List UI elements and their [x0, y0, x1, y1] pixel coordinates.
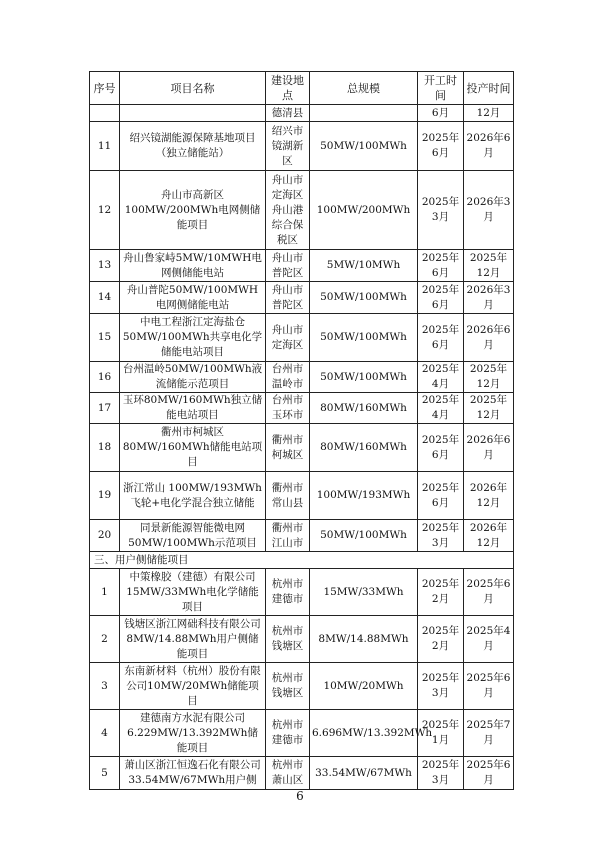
cell-finish: 2026年12月	[464, 472, 514, 520]
cell-location: 杭州市建德市	[266, 569, 310, 616]
header-scale: 总规模	[310, 72, 418, 105]
cell-finish: 2026年6月	[464, 314, 514, 362]
cell-start: 2025年6月	[418, 472, 464, 520]
cell-name: 台州温岭50MW/100MWh液流储能示范项目	[120, 362, 266, 393]
header-location: 建设地点	[266, 72, 310, 105]
table-row	[90, 122, 514, 171]
cell-no: 18	[90, 424, 120, 472]
cell-name: 舟山鲁家峙5MW/10MWH电网侧储能电站	[120, 250, 266, 282]
cell-start: 2025年2月	[418, 616, 464, 663]
cell-scale: 80MW/160MWh	[310, 393, 418, 424]
cell-location: 杭州市钱塘区	[266, 616, 310, 663]
table-row	[90, 362, 514, 393]
cell-finish: 2026年3月	[464, 282, 514, 314]
cell-location: 绍兴市镜湖新区	[266, 122, 310, 171]
cell-location: 杭州市建德市	[266, 710, 310, 757]
header-finish: 投产时间	[464, 72, 514, 105]
cell-name: 舟山市高新区100MW/200MWh电网侧储能项目	[120, 171, 266, 250]
cell-finish: 2025年7月	[464, 710, 514, 757]
table-row	[90, 663, 514, 710]
cell-scale: 80MW/160MWh	[310, 424, 418, 472]
cell-name	[120, 105, 266, 122]
cell-name: 中电工程浙江定海盐仓50MW/100MWh共享电化学储能电站项目	[120, 314, 266, 362]
cell-no: 13	[90, 250, 120, 282]
cell-name: 中策橡胶（建德）有限公司15MW/33MWh电化学储能项目	[120, 569, 266, 616]
cell-start: 6月	[418, 105, 464, 122]
cell-scale: 50MW/100MWh	[310, 314, 418, 362]
cell-finish: 2026年12月	[464, 520, 514, 552]
table-body	[90, 105, 514, 790]
header-start: 开工时间	[418, 72, 464, 105]
section-row	[90, 552, 514, 569]
cell-finish: 2025年6月	[464, 757, 514, 790]
cell-start: 2025年6月	[418, 314, 464, 362]
cell-no: 16	[90, 362, 120, 393]
cell-name: 萧山区浙江恒逸石化有限公司33.54MW/67MWh用户侧	[120, 757, 266, 790]
page-number: 6	[296, 789, 304, 803]
cell-finish: 2025年4月	[464, 616, 514, 663]
cell-location: 衢州市柯城区	[266, 424, 310, 472]
cell-start: 2025年3月	[418, 520, 464, 552]
cell-location: 衢州市江山市	[266, 520, 310, 552]
cell-name: 玉环80MW/160MWh独立储能电站项目	[120, 393, 266, 424]
cell-name: 东南新材料（杭州）股份有限公司10MW/20MWh储能项目	[120, 663, 266, 710]
table-row	[90, 393, 514, 424]
cell-name: 钱塘区浙江网础科技有限公司8MW/14.88MWh用户侧储能项目	[120, 616, 266, 663]
cell-name: 浙江常山 100MW/193MWh飞轮+电化学混合独立储能	[120, 472, 266, 520]
cell-finish: 2025年12月	[464, 250, 514, 282]
cell-location: 杭州市钱塘区	[266, 663, 310, 710]
cell-location: 舟山市定海区舟山港综合保税区	[266, 171, 310, 250]
cell-start: 2025年6月	[418, 122, 464, 171]
cell-finish: 2025年6月	[464, 569, 514, 616]
cell-finish: 2025年12月	[464, 393, 514, 424]
project-table	[89, 71, 514, 790]
cell-no: 14	[90, 282, 120, 314]
cell-start: 2025年6月	[418, 282, 464, 314]
cell-no: 17	[90, 393, 120, 424]
cell-no: 4	[90, 710, 120, 757]
cell-name: 同景新能源智能微电网50MW/100MWh示范项目	[120, 520, 266, 552]
cell-name: 建德南方水泥有限公司6.229MW/13.392MWh储能项目	[120, 710, 266, 757]
cell-finish: 2025年6月	[464, 663, 514, 710]
cell-scale: 50MW/100MWh	[310, 362, 418, 393]
table-row	[90, 616, 514, 663]
table-row	[90, 757, 514, 790]
cell-scale: 33.54MW/67MWh	[310, 757, 418, 790]
cell-scale: 10MW/20MWh	[310, 663, 418, 710]
table-header-row	[90, 72, 514, 105]
cell-scale	[310, 105, 418, 122]
cell-scale: 100MW/193MWh	[310, 472, 418, 520]
cell-finish: 12月	[464, 105, 514, 122]
table-row	[90, 314, 514, 362]
table-row	[90, 710, 514, 757]
cell-scale: 50MW/100MWh	[310, 282, 418, 314]
cell-no: 3	[90, 663, 120, 710]
cell-start: 2025年2月	[418, 569, 464, 616]
cell-no	[90, 105, 120, 122]
header-name: 项目名称	[120, 72, 266, 105]
table-row	[90, 424, 514, 472]
cell-scale: 8MW/14.88MWh	[310, 616, 418, 663]
cell-name: 衢州市柯城区80MW/160MWh储能电站项目	[120, 424, 266, 472]
table-row	[90, 282, 514, 314]
cell-no: 15	[90, 314, 120, 362]
cell-start: 2025年3月	[418, 757, 464, 790]
cell-no: 5	[90, 757, 120, 790]
continued-row	[90, 105, 514, 122]
cell-location: 杭州市萧山区	[266, 757, 310, 790]
cell-location: 舟山市普陀区	[266, 282, 310, 314]
cell-location: 德清县	[266, 105, 310, 122]
cell-start: 2025年4月	[418, 393, 464, 424]
cell-no: 2	[90, 616, 120, 663]
table-row	[90, 569, 514, 616]
cell-no: 12	[90, 171, 120, 250]
cell-no: 1	[90, 569, 120, 616]
cell-no: 11	[90, 122, 120, 171]
cell-finish: 2026年3月	[464, 171, 514, 250]
cell-location: 舟山市定海区	[266, 314, 310, 362]
cell-scale: 15MW/33MWh	[310, 569, 418, 616]
cell-name: 舟山普陀50MW/100MWH电网侧储能电站	[120, 282, 266, 314]
cell-finish: 2026年6月	[464, 424, 514, 472]
cell-start: 2025年4月	[418, 362, 464, 393]
section-title: 三、用户侧储能项目	[90, 552, 514, 569]
cell-name: 绍兴镜湖能源保障基地项目（独立储能站）	[120, 122, 266, 171]
cell-location: 台州市温岭市	[266, 362, 310, 393]
cell-no: 19	[90, 472, 120, 520]
cell-finish: 2026年6月	[464, 122, 514, 171]
cell-finish: 2025年12月	[464, 362, 514, 393]
cell-location: 台州市玉环市	[266, 393, 310, 424]
cell-location: 衢州市常山县	[266, 472, 310, 520]
cell-start: 2025年3月	[418, 663, 464, 710]
header-no: 序号	[90, 72, 120, 105]
cell-scale: 50MW/100MWh	[310, 122, 418, 171]
cell-scale: 100MW/200MWh	[310, 171, 418, 250]
cell-start: 2025年1月	[418, 710, 464, 757]
cell-scale: 5MW/10MWh	[310, 250, 418, 282]
table-row	[90, 171, 514, 250]
cell-start: 2025年6月	[418, 250, 464, 282]
cell-location: 舟山市普陀区	[266, 250, 310, 282]
table-row	[90, 520, 514, 552]
cell-scale: 6.696MW/13.392MWh	[310, 710, 418, 757]
cell-start: 2025年6月	[418, 424, 464, 472]
cell-start: 2025年3月	[418, 171, 464, 250]
cell-scale: 50MW/100MWh	[310, 520, 418, 552]
cell-no: 20	[90, 520, 120, 552]
table-row	[90, 472, 514, 520]
table-row	[90, 250, 514, 282]
